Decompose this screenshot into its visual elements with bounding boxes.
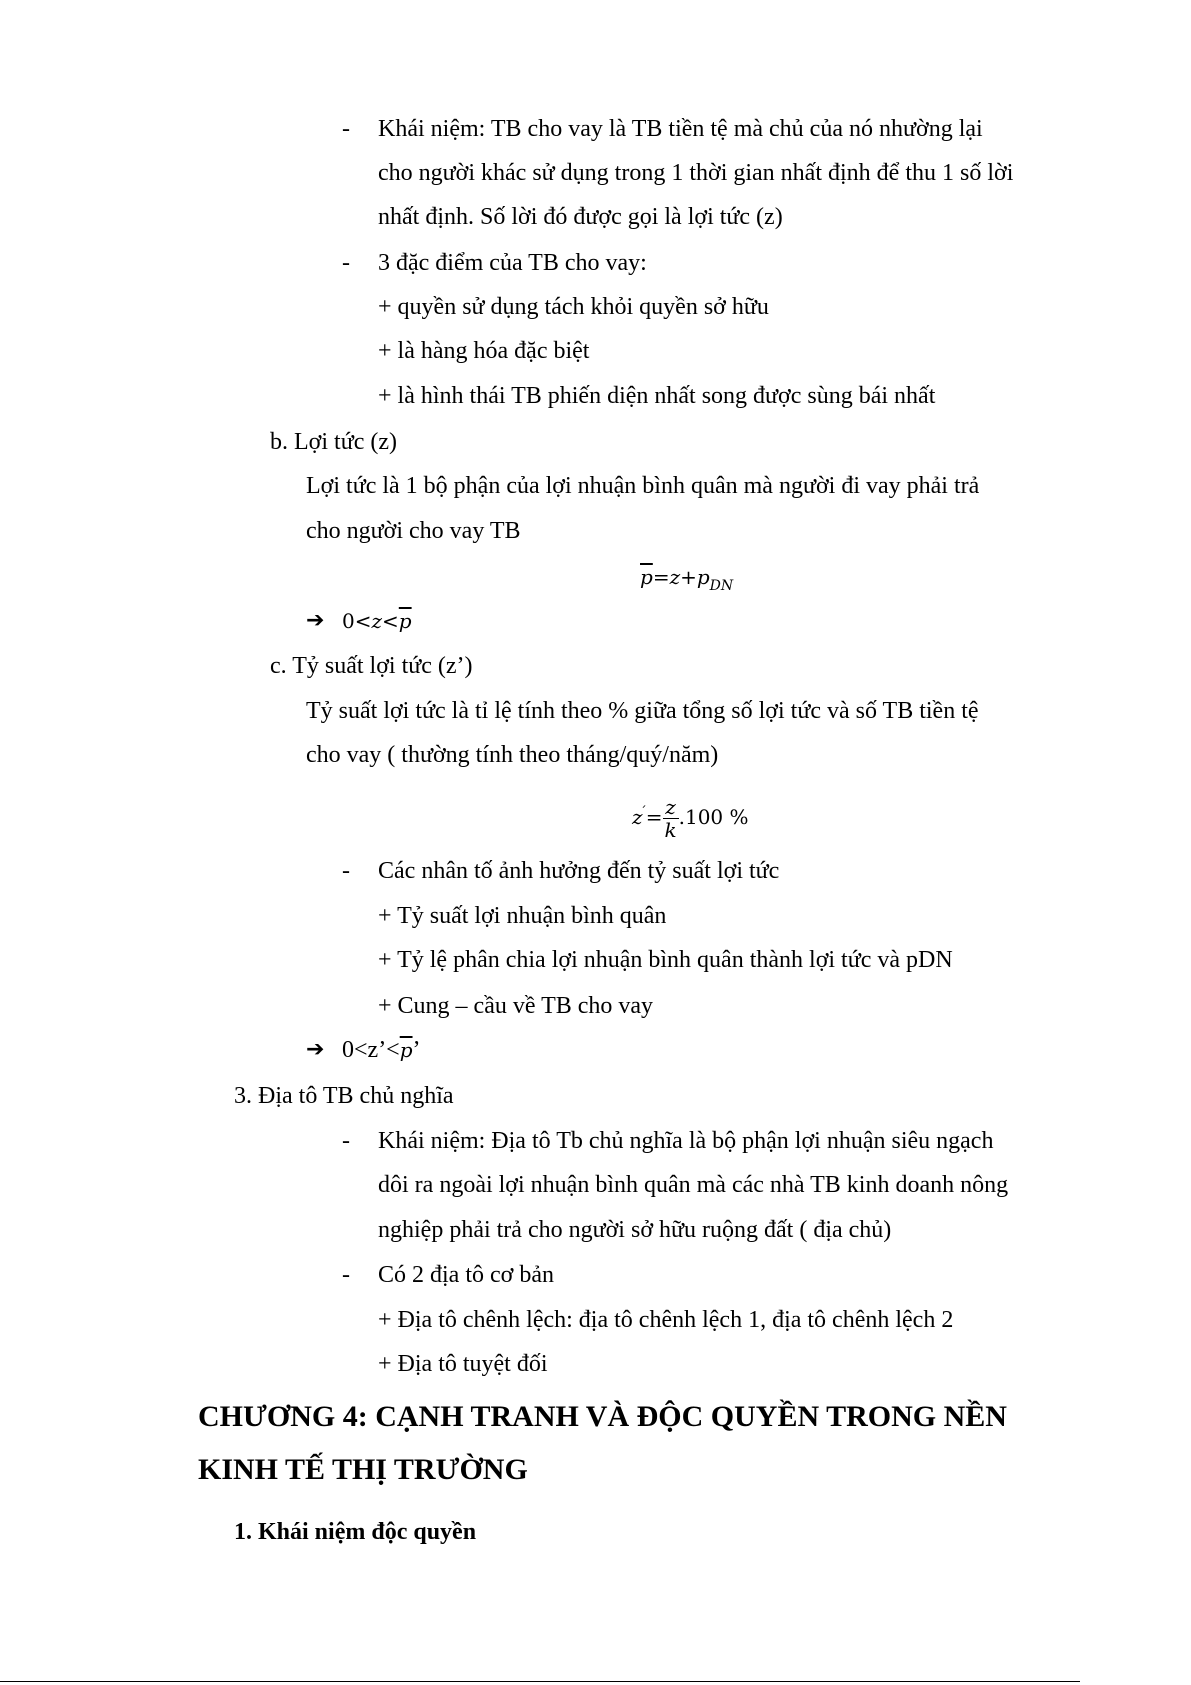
formula-sub-dn: DN [709,578,734,594]
section-heading-3: 3. Địa tô TB chủ nghĩa [234,1083,454,1109]
fraction-numerator: z [663,796,679,819]
formula-rate [632,785,749,844]
list-item: + là hình thái TB phiến diện nhất song được sùng bái nhất [378,383,936,409]
chapter-title-line2: KINH TẾ THỊ TRƯỜNG [198,1453,528,1486]
section-heading-b: b. Lợi tức (z) [270,429,397,455]
text-line: nhất định. Số lời đó được gọi là lợi tức (z) [378,204,783,230]
text-line: Khái niệm: Địa tô Tb chủ nghĩa là bộ phận lợi nhuận siêu ngạch [378,1128,994,1154]
list-item: + Cung – cầu về TB cho vay [378,993,654,1019]
fraction-denominator: k [664,817,677,842]
section-heading-c: c. Tỷ suất lợi tức (z’) [270,653,473,679]
formula-rest: .100 % [678,805,749,829]
conclusion-z: z [371,609,383,633]
text-line: Các nhân tố ảnh hưởng đến tỷ suất lợi tức [378,858,780,884]
text-line: dôi ra ngoài lợi nhuận bình quân mà các nhà TB kinh doanh nông [378,1172,1009,1198]
text-line: Khái niệm: TB cho vay là TB tiền tệ mà chủ của nó nhường lại [378,116,983,142]
text-line: Lợi tức là 1 bộ phận của lợi nhuận bình quân mà người đi vay phải trả [306,473,980,499]
list-item: + là hàng hóa đặc biệt [378,338,590,364]
text-line: cho vay ( thường tính theo tháng/quý/năm) [306,742,719,768]
conclusion-c-pre: 0<z’< [342,1037,400,1063]
text-line: cho người khác sử dụng trong 1 thời gian nhất định để thu 1 số lời [378,160,1014,186]
formula-fraction [663,796,679,841]
text-line: cho người cho vay TB [306,518,521,544]
formula-z: z [632,805,643,829]
chapter-title-line1: CHƯƠNG 4: CẠNH TRANH VÀ ĐỘC QUYỀN TRONG NỀN [198,1400,1007,1433]
conclusion-zero: 0< [342,609,372,633]
list-item: + Địa tô chênh lệch: địa tô chênh lệch 1, địa tô chênh lệch 2 [378,1307,954,1333]
text-line: Tỷ suất lợi tức là tỉ lệ tính theo % giữa tổng số lợi tức và số TB tiền tệ [306,698,979,724]
list-item: + Tỷ suất lợi nhuận bình quân [378,903,667,929]
conclusion-b [342,606,412,636]
formula-eq: = [645,805,663,829]
conclusion-p-bar: $\overline{p}$ [398,609,412,633]
subsection-heading: 1. Khái niệm độc quyền [234,1519,477,1545]
formula-prime: ′ [642,804,646,820]
conclusion-c-p-bar: $\overline{p}$ [399,1038,413,1062]
text-line: nghiệp phải trả cho người sở hữu ruộng đất ( địa chủ) [378,1217,892,1243]
formula-z-plus: =z+p [652,565,710,589]
formula-p-bar: $\overline{p}$ [640,565,653,589]
bullet-dash: - [342,1262,350,1288]
list-item: + Tỷ lệ phân chia lợi nhuận bình quân thành lợi tức và pDN [378,947,953,973]
bullet-dash: - [342,116,350,142]
text-line: 3 đặc điểm của TB cho vay: [378,250,647,276]
bullet-dash: - [342,1128,350,1154]
arrow-icon: ➔ [306,1037,325,1062]
conclusion-c-post: ’ [412,1037,421,1063]
arrow-icon: ➔ [306,608,325,633]
bullet-dash: - [342,250,350,276]
conclusion-c [342,1035,421,1065]
list-item: + Địa tô tuyệt đối [378,1351,548,1377]
list-item: + quyền sử dụng tách khỏi quyền sở hữu [378,294,769,320]
bullet-dash: - [342,858,350,884]
conclusion-lt: < [382,609,399,633]
page-bottom-rule [0,1681,1080,1682]
formula-profit [640,562,733,601]
text-line: Có 2 địa tô cơ bản [378,1262,554,1288]
